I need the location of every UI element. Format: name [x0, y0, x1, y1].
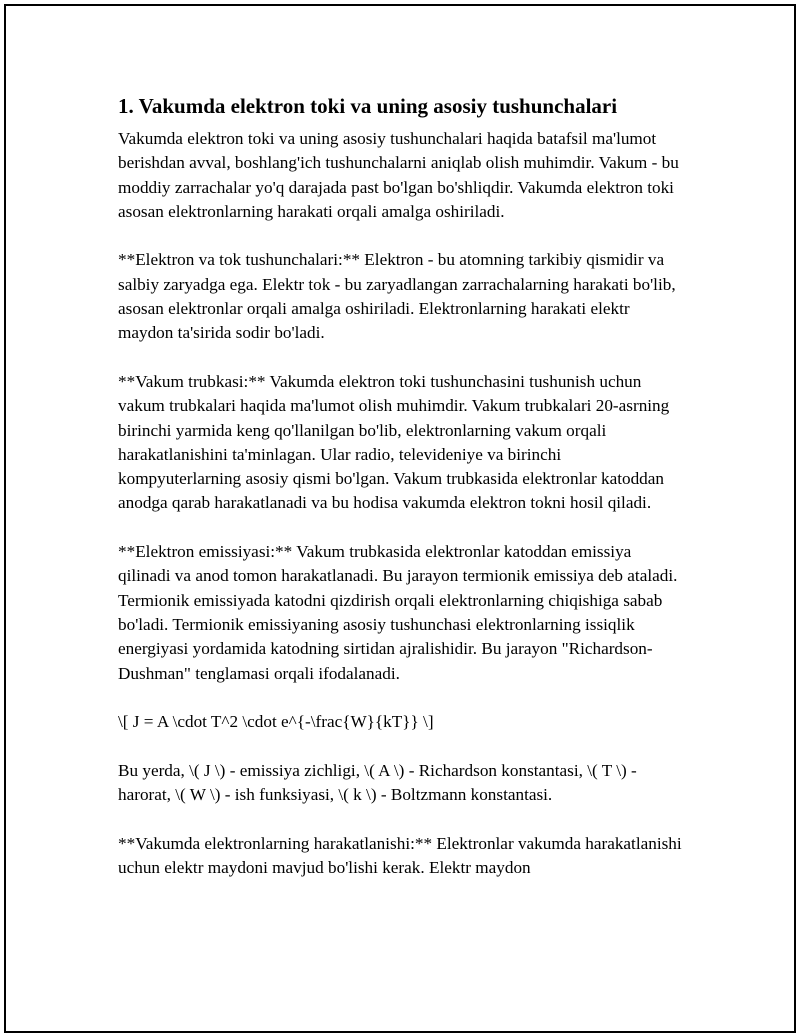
paragraph-electron-motion: **Vakumda elektronlarning harakatlanishi:** Elektronlar vakumda harakatlanishi uchun elektr maydoni mavjud bo'lishi kerak. Elektr maydon — [118, 833, 682, 877]
paragraph-intro: Vakumda elektron toki va uning asosiy tushunchalari haqida batafsil ma'lumot berishdan avval, boshlang'ich tushunchalarni aniqlab olish muhimdir. Vakum - bu moddiy zarrachalar yo'q darajada past bo'lgan bo'shliqdir. Vakumda elektron toki asosan elektronlarning harakati orqali amalga oshiriladi. — [118, 129, 679, 221]
paragraph-variable-definitions: Bu yerda, \( J \) - emissiya zichligi, \( A \) - Richardson konstantasi, \( T \) - harorat, \( W \) - ish funksiyasi, \( k \) - Boltzmann konstantasi. — [118, 760, 637, 805]
section-heading: 1. Vakumda elektron toki va uning asosiy tushunchalari — [118, 94, 618, 118]
equation-richardson-dushman: \[ J = A \cdot T^2 \cdot e^{-\frac{W}{kT}} \] — [118, 712, 434, 732]
paragraph-electron-emission: **Elektron emissiyasi:** Vakum trubkasida elektronlar katoddan emissiya qilinadi va anod tomon harakatlanadi. Bu jarayon termionik emissiya deb ataladi. Termionik emissiyada katodni qizdirish orqali elektronlarning chiqishiga sabab bo'ladi. Termionik emissiyaning asosiy tushunchasi elektronlarning issiqlik energiyasi yordamida katodning sirtidan ajralishidir. Bu jarayon "Richardson-Dushman" tenglamasi orqali ifodalanadi. — [118, 542, 678, 683]
document-body — [118, 92, 688, 905]
paragraph-electron-current: **Elektron va tok tushunchalari:** Elektron - bu atomning tarkibiy qismidir va salbiy zaryadga ega. Elektr tok - bu zaryadlangan zarrachalarning harakati bo'lib, asosan elektronlar orqali amalga oshiriladi. Elektronlarning harakati elektr maydon ta'sirida sodir bo'ladi. — [118, 250, 676, 343]
paragraph-vacuum-tube: **Vakum trubkasi:** Vakumda elektron toki tushunchasini tushunish uchun vakum trubkalari haqida ma'lumot olish muhimdir. Vakum trubkalari 20-asrning birinchi yarmida keng qo'llanilgan bo'lib, elektronlarning vakum orqali harakatlanishini ta'minlagan. Ular radio, televideniye va birinchi kompyuterlarning asosiy qismi bo'lgan. Vakum trubkasida elektronlar katoddan anodga qarab harakatlanadi va bu hodisa vakumda elektron tokni hosil qiladi. — [118, 371, 670, 513]
